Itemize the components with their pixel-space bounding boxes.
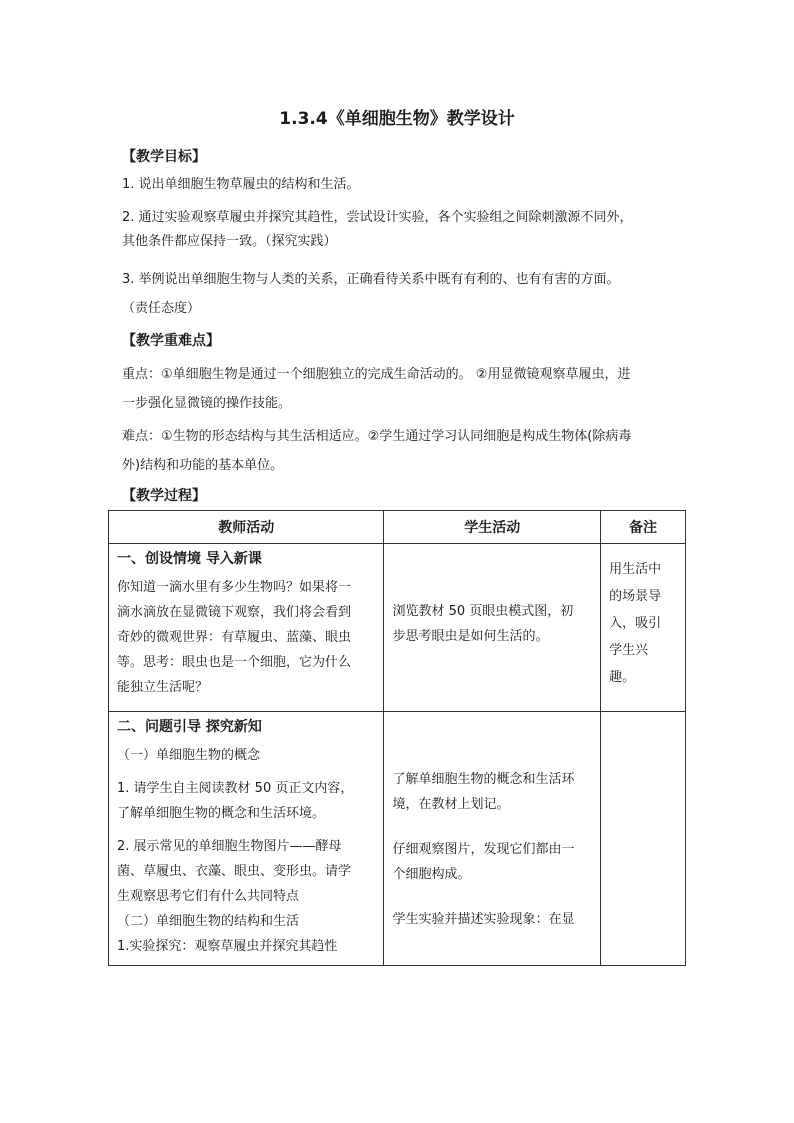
teacher-line: 能独立生活呢？ (117, 680, 209, 695)
teacher-line: 等。思考：眼虫也是一个细胞，它为什么 (117, 655, 352, 670)
student-line: 浏览教材 50 页眼虫模式图，初 (392, 604, 574, 619)
process-table (108, 510, 686, 966)
note-line: 学生兴 (609, 643, 649, 658)
key-points-heading: 【教学重难点】 (122, 333, 220, 349)
process-heading: 【教学过程】 (122, 488, 206, 504)
column-header-teacher: 教师活动 (109, 511, 384, 544)
student-line: 个细胞构成。 (392, 867, 471, 882)
table-header-row (109, 511, 686, 544)
objective-3-line1: 3. 举例说出单细胞生物与人类的关系，正确看待关系中既有有利的、也有有害的方面。 (122, 272, 620, 287)
note-line: 趣。 (609, 670, 636, 685)
teacher-line: 2. 展示常见的单细胞生物图片——酵母 (117, 839, 342, 854)
teacher-line: 菌、草履虫、衣藻、眼虫、变形虫。请学 (117, 864, 352, 879)
objective-2-line1: 2. 通过实验观察草履虫并探究其趋性，尝试设计实验，各个实验组之间除刺激源不同外， (122, 210, 633, 225)
page-title: 1.3.4《单细胞生物》教学设计 (279, 109, 515, 129)
teacher-activity-cell (109, 544, 384, 712)
objective-2-line2: 其他条件都应保持一致。（探究实践） (122, 234, 337, 249)
teacher-line: 奇妙的微观世界：有草履虫、蓝藻、眼虫 (117, 630, 352, 645)
difficult-point-line2: 外)结构和功能的基本单位。 (122, 458, 284, 473)
student-line: 步思考眼虫是如何生活的。 (392, 629, 549, 644)
student-line: 仔细观察图片，发现它们都由一 (392, 842, 575, 857)
teacher-line: 了解单细胞生物的概念和生活环境。 (117, 806, 326, 821)
key-point-line1: 重点：①单细胞生物是通过一个细胞独立的完成生命活动的。 ②用显微镜观察草履虫，进 (122, 367, 631, 382)
difficult-point-line1: 难点：①生物的形态结构与其生活相适应。②学生通过学习认同细胞是构成生物体(除病毒 (122, 429, 632, 444)
note-line: 用生活中 (609, 562, 662, 577)
student-line: 境，在教材上划记。 (392, 797, 510, 812)
objective-3-line2: （责任态度） (122, 301, 201, 316)
teacher-line: 1.实验探究：观察草履虫并探究其趋性 (117, 939, 338, 954)
student-activity-cell (384, 712, 601, 966)
student-line: 了解单细胞生物的概念和生活环 (392, 772, 575, 787)
teacher-line: 滴水滴放在显微镜下观察，我们将会看到 (117, 605, 352, 620)
section-title: 一、创设情境 导入新课 (117, 551, 262, 567)
teacher-line: 生观察思考它们有什么共同特点 (117, 889, 300, 904)
teacher-activity-cell (109, 712, 384, 966)
column-header-notes: 备注 (601, 511, 686, 544)
objectives-heading: 【教学目标】 (122, 149, 206, 165)
student-activity-cell (384, 544, 601, 712)
note-line: 的场景导 (609, 589, 662, 604)
notes-cell (601, 712, 686, 966)
note-line: 入，吸引 (609, 616, 662, 631)
table-row (109, 712, 686, 966)
table-row (109, 544, 686, 712)
key-point-line2: 一步强化显微镜的操作技能。 (122, 396, 292, 411)
column-header-student: 学生活动 (384, 511, 601, 544)
section-title: 二、问题引导 探究新知 (117, 719, 262, 735)
subsection-title: （一）单细胞生物的概念 (117, 748, 261, 763)
notes-cell (601, 544, 686, 712)
teacher-line: 你知道一滴水里有多少生物吗？如果将一 (117, 580, 352, 595)
teacher-line: 1. 请学生自主阅读教材 50 页正文内容， (117, 781, 354, 796)
student-line: 学生实验并描述实验现象：在显 (392, 912, 575, 927)
subsection-title: （二）单细胞生物的结构和生活 (117, 914, 300, 929)
objective-1: 1. 说出单细胞生物草履虫的结构和生活。 (122, 177, 360, 192)
